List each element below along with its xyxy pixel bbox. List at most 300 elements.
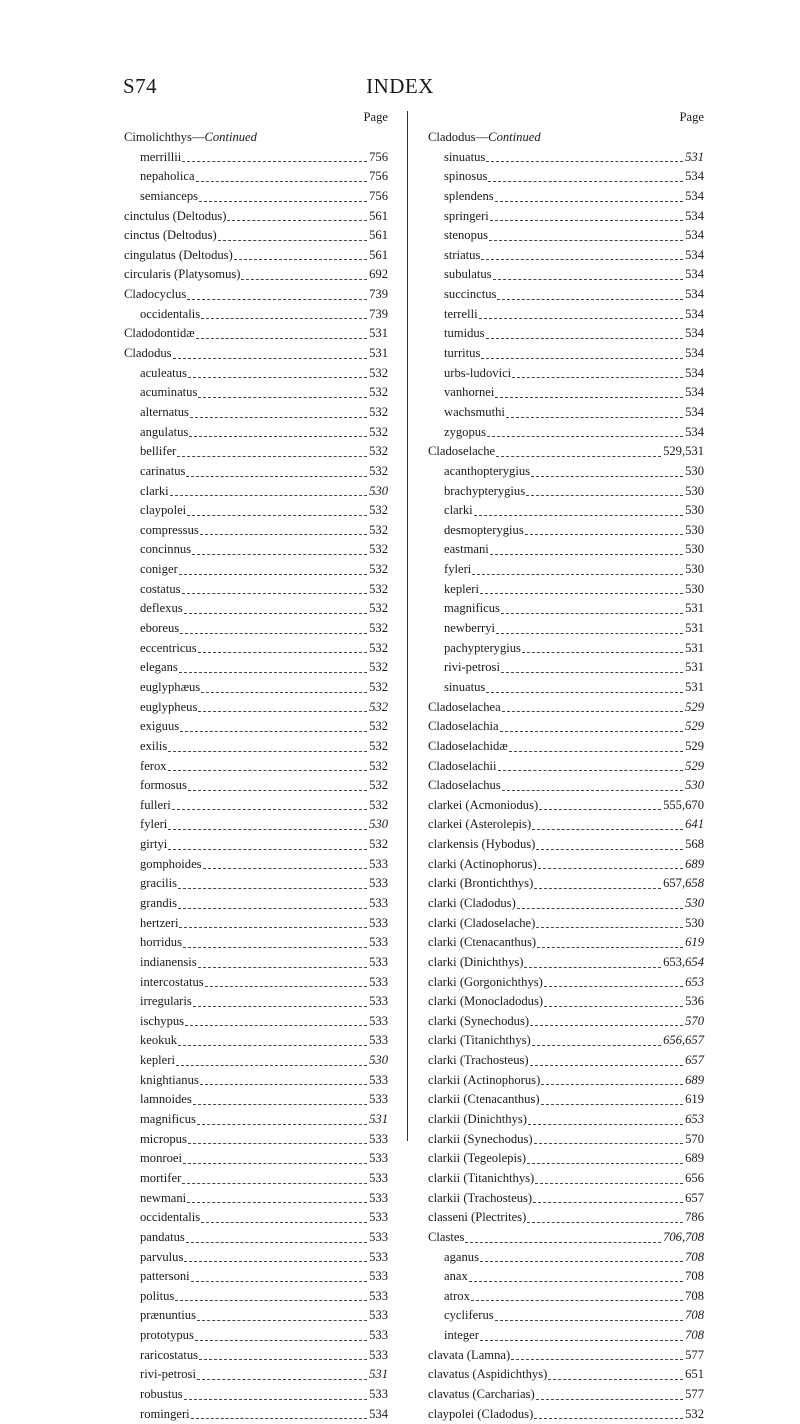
- entry-term-text: fyleri: [140, 817, 168, 832]
- entry-term-text: tumidus: [444, 326, 485, 341]
- entry-term: [140, 462, 185, 482]
- entry-page-number: 533: [369, 1288, 388, 1303]
- entry-page: [369, 187, 388, 207]
- leader-dots: [530, 1055, 684, 1066]
- entry-term: [444, 560, 471, 580]
- index-entry: [124, 324, 388, 344]
- leader-dots: [527, 1212, 683, 1223]
- index-entry: [428, 167, 704, 187]
- entry-term: [140, 953, 197, 973]
- entry-page-number: 533: [369, 954, 388, 969]
- leader-dots: [173, 348, 368, 359]
- index-entry: [124, 1130, 388, 1150]
- entry-term-text: aculeatus: [140, 365, 187, 380]
- entry-term-text: parvulus: [140, 1249, 184, 1264]
- index-entry: [124, 482, 388, 502]
- entry-page: [369, 344, 388, 364]
- index-entry: [428, 1306, 704, 1326]
- index-entry: [124, 1248, 388, 1268]
- entry-term: [428, 914, 535, 934]
- leader-dots: [527, 1153, 683, 1164]
- entry-page: [685, 1012, 704, 1032]
- leader-dots: [186, 466, 367, 477]
- leader-dots: [200, 1074, 367, 1085]
- entry-page: [369, 698, 388, 718]
- entry-term-text: clarki (Synechodus): [428, 1013, 530, 1028]
- leader-dots: [541, 1094, 684, 1105]
- entry-term-text: gracilis: [140, 876, 178, 891]
- entry-term-text: eboreus: [140, 621, 180, 636]
- entry-page: [685, 148, 704, 168]
- entry-term-text: Cladoselache: [428, 444, 496, 459]
- entry-page-number: 532: [369, 542, 388, 557]
- leader-dots: [193, 1094, 367, 1105]
- entry-page-number: 532: [369, 503, 388, 518]
- entry-term-text: cycliferus: [444, 1308, 494, 1323]
- leader-dots: [198, 957, 367, 968]
- leader-dots: [531, 466, 683, 477]
- leader-dots: [193, 996, 367, 1007]
- entry-page-number: 532: [369, 679, 388, 694]
- index-entry: [124, 855, 388, 875]
- entry-term: [140, 894, 177, 914]
- entry-term: [428, 1365, 547, 1385]
- entry-term-text: sinuatus: [444, 149, 486, 164]
- entry-term: [444, 423, 486, 443]
- index-entry: [428, 619, 704, 639]
- entry-term-text: irregularis: [140, 994, 192, 1009]
- entry-page: [685, 1405, 704, 1424]
- entry-page: [685, 1110, 704, 1130]
- entry-page: [369, 914, 388, 934]
- entry-page-number: 530: [685, 895, 704, 910]
- entry-term-text: Cladocyclus: [124, 287, 187, 302]
- entry-page: [369, 462, 388, 482]
- index-entry: [428, 678, 704, 698]
- entry-continued: Continued: [488, 130, 541, 144]
- entry-page-number: 532: [369, 640, 388, 655]
- entry-term-text: clarkii (Titanichthys): [428, 1170, 535, 1185]
- leader-dots: [175, 1290, 367, 1301]
- entry-term: [428, 1149, 526, 1169]
- entry-page: [685, 246, 704, 266]
- entry-page-number: 531: [685, 640, 704, 655]
- entry-page-number: 532: [369, 778, 388, 793]
- leader-dots: [168, 819, 367, 830]
- entry-page: [369, 1306, 388, 1326]
- index-entry: [124, 148, 388, 168]
- leader-dots: [498, 760, 684, 771]
- leader-dots: [197, 1114, 367, 1125]
- index-entry: [428, 1012, 704, 1032]
- entry-term: [124, 285, 186, 305]
- entry-term-text: rivi-petrosi: [140, 1367, 196, 1382]
- entry-page: [685, 815, 704, 835]
- column-divider: [407, 111, 408, 1141]
- entry-term: [140, 914, 178, 934]
- entry-term-text: raricostatus: [140, 1347, 199, 1362]
- leader-dots: [192, 544, 367, 555]
- index-entry: [124, 521, 388, 541]
- entry-page-number: 533: [369, 974, 388, 989]
- leader-dots: [184, 1389, 367, 1400]
- entry-page: [369, 796, 388, 816]
- entry-page: [369, 1365, 388, 1385]
- leader-dots: [201, 1212, 367, 1223]
- entry-term-text: Cladoselachii: [428, 758, 497, 773]
- entry-page: [369, 423, 388, 443]
- index-entry: [124, 540, 388, 560]
- index-entry: [124, 717, 388, 737]
- entry-term-text: clarki: [140, 483, 169, 498]
- entry-term: [428, 1228, 464, 1248]
- entry-page-number: 561: [369, 247, 388, 262]
- index-entry: [428, 482, 704, 502]
- leader-dots: [241, 269, 367, 280]
- entry-term: [140, 1248, 183, 1268]
- entry-page-number: 533: [369, 994, 388, 1009]
- entry-term-text: aganus: [444, 1249, 479, 1264]
- index-entry: [428, 540, 704, 560]
- leader-dots: [199, 191, 367, 202]
- entry-term: [140, 1071, 199, 1091]
- entry-page-number: 530: [685, 542, 704, 557]
- index-entry: [124, 1306, 388, 1326]
- entry-term: [444, 482, 525, 502]
- entry-term: [140, 1090, 192, 1110]
- entry-term-text: deflexus: [140, 601, 183, 616]
- entry-page-number: 534: [685, 247, 704, 262]
- entry-term-text: wachsmuthi: [444, 404, 505, 419]
- entry-page: [685, 658, 704, 678]
- entry-term: [428, 1208, 526, 1228]
- entry-page: [685, 1248, 704, 1268]
- leader-dots: [524, 957, 661, 968]
- index-entry: [428, 1110, 704, 1130]
- entry-page-number: 531: [369, 1112, 388, 1127]
- index-entry: [124, 462, 388, 482]
- entry-term-text: cingulatus (Deltodus): [124, 247, 233, 262]
- entry-term-text: knightianus: [140, 1072, 199, 1087]
- entry-term-text: clarki (Dinichthys): [428, 954, 524, 969]
- entry-page: [369, 599, 388, 619]
- leader-dots: [227, 210, 367, 221]
- entry-term: [444, 1306, 494, 1326]
- entry-term-text: clarkii (Tegeolepis): [428, 1151, 527, 1166]
- entry-page-number: 532: [369, 404, 388, 419]
- entry-term-text: clarkei (Acmoniodus): [428, 797, 539, 812]
- entry-term-text: Cimolichthys: [124, 130, 192, 144]
- leader-dots: [471, 1290, 683, 1301]
- index-column-left: [124, 108, 388, 1424]
- entry-term-text: Cladoselachus: [428, 778, 501, 793]
- entry-page: [369, 953, 388, 973]
- entry-page: [685, 482, 704, 502]
- entry-page: [663, 796, 704, 816]
- entry-page: [685, 1346, 704, 1366]
- entry-page: [685, 501, 704, 521]
- entry-term-text: terrelli: [444, 306, 478, 321]
- index-entry: [428, 364, 704, 384]
- entry-page-number: 534: [685, 267, 704, 282]
- entry-page-number: 653: [685, 1112, 704, 1127]
- entry-page-number: 530: [369, 1053, 388, 1068]
- leader-dots: [184, 603, 367, 614]
- entry-page-number: 534: [685, 208, 704, 223]
- entry-page-number: 534: [685, 404, 704, 419]
- index-entry: [124, 776, 388, 796]
- entry-page: [369, 580, 388, 600]
- entry-term-text: coniger: [140, 562, 178, 577]
- entry-term: [140, 835, 167, 855]
- index-entry: [124, 599, 388, 619]
- entry-page-number: 708: [685, 1308, 704, 1323]
- entry-term: [444, 1287, 470, 1307]
- entry-term: [140, 855, 202, 875]
- entry-page: [369, 737, 388, 757]
- leader-dots: [186, 1232, 367, 1243]
- leader-dots: [198, 387, 367, 398]
- entry-page-number: 530: [369, 483, 388, 498]
- leader-dots: [205, 976, 367, 987]
- entry-term-text: clarki (Cladoselache): [428, 915, 536, 930]
- index-entry: [428, 501, 704, 521]
- index-entry: [124, 737, 388, 757]
- leader-dots: [536, 917, 683, 928]
- entry-term-text: integer: [444, 1328, 479, 1343]
- entry-page-number: 534: [685, 169, 704, 184]
- entry-term-text: clarkii (Trachosteus): [428, 1190, 533, 1205]
- entry-term-text: cinctus (Deltodus): [124, 228, 217, 243]
- entry-page: [369, 324, 388, 344]
- index-entry: [124, 1326, 388, 1346]
- entry-page-number: 530: [685, 778, 704, 793]
- entry-page: [369, 1189, 388, 1209]
- index-entry: [124, 285, 388, 305]
- index-entry: [428, 403, 704, 423]
- entry-page: [369, 1228, 388, 1248]
- entry-page: [685, 1365, 704, 1385]
- entry-term-text: acuminatus: [140, 385, 198, 400]
- index-entry: [428, 246, 704, 266]
- entry-page: [685, 167, 704, 187]
- entry-term: [428, 953, 523, 973]
- leader-dots: [183, 1153, 367, 1164]
- entry-page: [369, 1208, 388, 1228]
- entry-page-number: 530: [685, 522, 704, 537]
- index-entry: [124, 1385, 388, 1405]
- entry-term: [444, 403, 505, 423]
- leader-dots: [188, 367, 367, 378]
- leader-dots: [190, 407, 367, 418]
- index-entry: [428, 1248, 704, 1268]
- index-entry: [428, 874, 704, 894]
- entry-term: [428, 992, 543, 1012]
- entry-term-text: desmopterygius: [444, 522, 524, 537]
- entry-page-number: 532: [369, 522, 388, 537]
- entry-page: [369, 305, 388, 325]
- entry-page: [685, 1189, 704, 1209]
- entry-page: [685, 737, 704, 757]
- entry-term-text: Cladodontidæ: [124, 326, 195, 341]
- index-entry: [428, 1208, 704, 1228]
- index-entry: [428, 1326, 704, 1346]
- entry-page-number: 529: [685, 719, 704, 734]
- page-number: S74: [123, 74, 158, 98]
- entry-page-number: 533: [369, 876, 388, 891]
- index-entry: [124, 1090, 388, 1110]
- entry-page-number: 533: [369, 1269, 388, 1284]
- index-entry: [124, 1267, 388, 1287]
- entry-page-number: 533: [369, 1131, 388, 1146]
- entry-page: [685, 462, 704, 482]
- index-entry: [428, 344, 704, 364]
- entry-term-text: clarki (Monocladodus): [428, 994, 544, 1009]
- leader-dots: [185, 1015, 367, 1026]
- entry-term: [140, 1012, 184, 1032]
- leader-dots: [534, 1133, 684, 1144]
- entry-term-text: clavatus (Carcharias): [428, 1387, 535, 1401]
- entry-term-text: romingeri: [140, 1406, 190, 1421]
- leader-dots: [178, 898, 367, 909]
- entry-page-number: 532: [369, 444, 388, 459]
- index-entry: [428, 973, 704, 993]
- entry-term: [140, 678, 200, 698]
- entry-page-number: 756: [369, 188, 388, 203]
- index-entry: [428, 1287, 704, 1307]
- entry-page: [685, 698, 704, 718]
- entry-page: [685, 187, 704, 207]
- entry-page-number: 536: [685, 994, 704, 1009]
- entry-page-number: 533: [369, 1013, 388, 1028]
- index-entry: [124, 580, 388, 600]
- index-column-right: [428, 108, 704, 1424]
- leader-dots: [486, 328, 684, 339]
- index-entry: [428, 285, 704, 305]
- entry-term-text: euglyphæus: [140, 679, 201, 694]
- entry-term-text: keokuk: [140, 1033, 178, 1048]
- entry-term: [444, 639, 521, 659]
- leader-dots: [489, 230, 683, 241]
- entry-page: [685, 1385, 704, 1405]
- entry-page: [369, 442, 388, 462]
- leader-dots: [472, 564, 683, 575]
- entry-page: [685, 933, 704, 953]
- entry-page: [685, 364, 704, 384]
- entry-page-number: 689: [685, 856, 704, 871]
- entry-page: [685, 226, 704, 246]
- entry-page-number: 561: [369, 208, 388, 223]
- entry-page: [685, 423, 704, 443]
- index-entry: [124, 1228, 388, 1248]
- entry-page-number: 533: [369, 915, 388, 930]
- entry-term: [140, 1149, 182, 1169]
- leader-dots: [176, 1055, 367, 1066]
- entry-term-text: pachypterygius: [444, 640, 521, 655]
- entry-term: [428, 1110, 527, 1130]
- entry-page-number: 533: [369, 1072, 388, 1087]
- leader-dots: [234, 249, 367, 260]
- entry-term-text: clarki (Actinophorus): [428, 856, 537, 871]
- entry-page-number: 532: [369, 424, 388, 439]
- entry-term-text: euglypheus: [140, 699, 198, 714]
- index-entry: [428, 737, 704, 757]
- entry-term-text: clarkii (Actinophorus): [428, 1072, 541, 1087]
- leader-dots: [168, 839, 367, 850]
- entry-page: [685, 678, 704, 698]
- index-entry: [428, 1228, 704, 1248]
- entry-page-number: 531: [369, 1367, 388, 1382]
- leader-dots: [178, 1035, 367, 1046]
- entry-page-italic: 654: [685, 954, 704, 969]
- entry-term: [140, 698, 197, 718]
- index-entry: [124, 914, 388, 934]
- entry-term: [124, 265, 240, 285]
- index-entry: [124, 207, 388, 227]
- entry-term-text: Cladoselachea: [428, 699, 501, 714]
- index-entry: [428, 580, 704, 600]
- index-entry: [124, 1071, 388, 1091]
- entry-term-text: clarkii (Synechodus): [428, 1131, 533, 1146]
- entry-term: [140, 364, 187, 384]
- entry-term-text: zygopus: [444, 424, 486, 439]
- entry-term: [444, 580, 479, 600]
- entry-page-number: 533: [369, 1387, 388, 1401]
- entry-page: [369, 639, 388, 659]
- leader-dots: [496, 446, 661, 457]
- entry-term: [140, 1031, 177, 1051]
- entry-term-text: anax: [444, 1269, 468, 1284]
- entry-term-text: rivi-petrosi: [444, 660, 500, 675]
- entry-page: [369, 973, 388, 993]
- leader-dots: [182, 583, 368, 594]
- entry-page: [685, 992, 704, 1012]
- index-entry: [124, 1031, 388, 1051]
- leader-dots: [188, 780, 367, 791]
- leader-dots: [493, 269, 684, 280]
- entry-term: [140, 717, 179, 737]
- index-entry: [124, 1051, 388, 1071]
- leader-dots: [502, 701, 683, 712]
- leader-dots: [539, 799, 661, 810]
- entry-page: [369, 364, 388, 384]
- entry-term-text: indianensis: [140, 954, 197, 969]
- leader-dots: [184, 1251, 367, 1262]
- entry-page-number: 651: [685, 1367, 704, 1382]
- entry-term: [428, 698, 501, 718]
- entry-term: [140, 933, 182, 953]
- entry-term: [140, 148, 181, 168]
- leader-dots: [172, 799, 367, 810]
- entry-term: [428, 835, 535, 855]
- entry-page-number: 533: [369, 1190, 388, 1205]
- entry-term-text: Cladodus: [428, 130, 476, 144]
- index-entry: [428, 717, 704, 737]
- leader-dots: [496, 623, 683, 634]
- entry-term-text: costatus: [140, 581, 181, 596]
- entry-term: [444, 599, 500, 619]
- entry-term: [444, 501, 473, 521]
- entry-page-number: 532: [369, 601, 388, 616]
- entry-term: [140, 599, 183, 619]
- index-entry: [124, 973, 388, 993]
- entry-page-number: 706,708: [663, 1229, 704, 1244]
- leader-dots: [480, 1330, 683, 1341]
- entry-term: [124, 207, 226, 227]
- entry-page: [369, 540, 388, 560]
- entry-term: [444, 462, 530, 482]
- index-entry: [428, 776, 704, 796]
